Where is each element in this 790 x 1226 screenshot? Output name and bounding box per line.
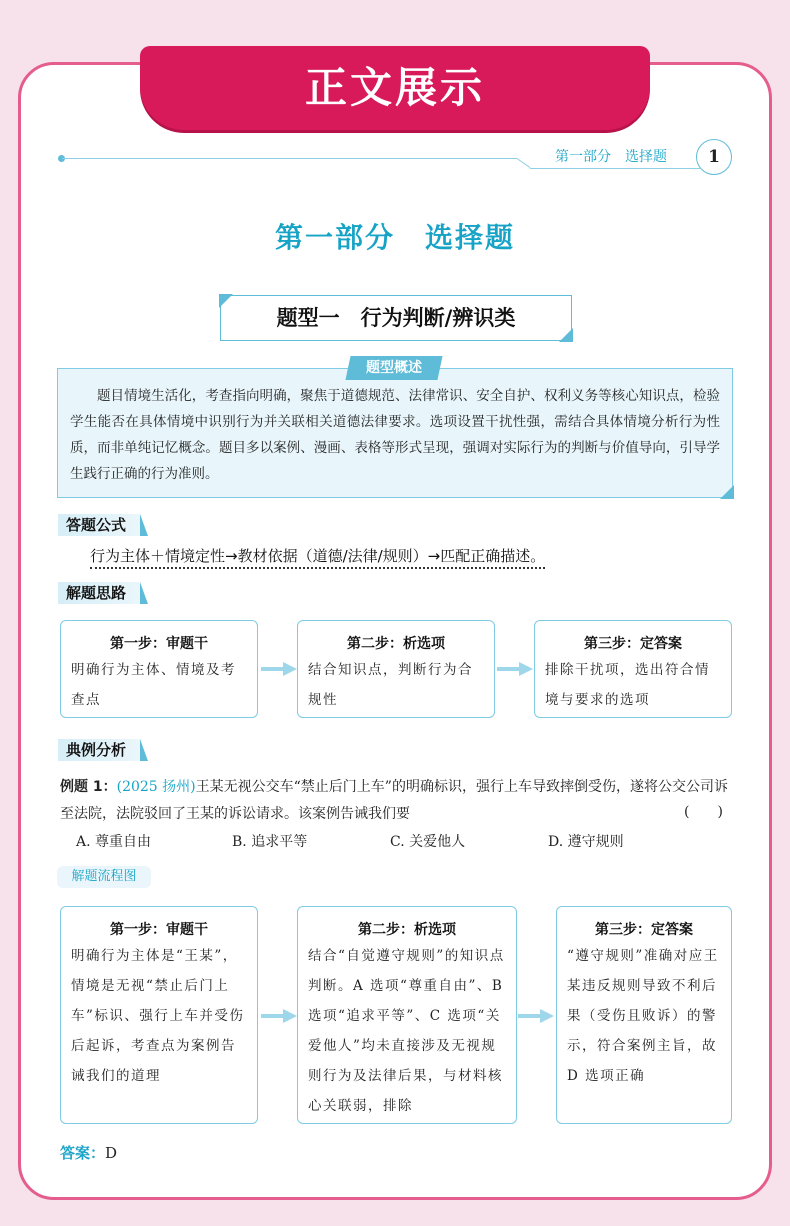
arrow-right-icon [261,662,297,676]
header-line-right [530,168,700,169]
step-title: 第二步：析选项 [347,636,445,652]
step-title: 第三步：定答案 [584,636,682,652]
answer [60,1142,117,1163]
answer-label: 答案： [60,1144,106,1162]
flow-step-2 [297,906,517,1124]
formula-label: 答题公式 [58,514,140,536]
option-d: D. 遵守规则 [548,834,624,850]
option-a: A. 尊重自由 [76,834,152,850]
running-header: 第一部分 选择题 [555,149,667,165]
answer-bracket: ( ) [684,804,723,820]
example-stem: 王某无视公交车“禁止后门上车”的明确标识，强行上车导致摔倒受伤，遂将公交公司诉至法院，法院驳回了王某的诉讼请求。该案例告诫我们要 [60,779,728,822]
approach-step-3 [534,620,732,718]
header-line [62,158,517,159]
flow-label: 解题流程图 [57,866,151,888]
option-b: B. 追求平等 [232,834,308,850]
step-body: 排除干扰项，选出符合情境与要求的选项 [545,662,710,708]
example-label: 典例分析 [58,739,140,761]
arrow-right-icon [518,1009,554,1023]
step-body: 结合“自觉遵守规则”的知识点判断。A 选项“尊重自由”、B 选项“追求平等”、C 选项“关爱他人”均未直接涉及无视规则行为及法律后果，与材料核心关联弱，排除 [308,948,505,1114]
example-source: (2025 扬州) [116,779,196,795]
step-body: 明确行为主体、情境及考查点 [71,662,236,708]
flow-step-1 [60,906,258,1124]
banner-title: 正文展示 [304,63,485,112]
approach-step-2 [297,620,495,718]
step-title: 第二步：析选项 [358,922,456,938]
step-title: 第三步：定答案 [595,922,693,938]
approach-label: 解题思路 [58,582,140,604]
overview-box [57,368,733,498]
page-number: 1 [696,139,732,175]
arrow-right-icon [497,662,533,676]
question-type-title: 题型一 行为判断/辨识类 [220,295,572,341]
example-question [60,774,736,828]
overview-text: 题目情境生活化，考查指向明确，聚焦于道德规范、法律常识、安全自护、权利义务等核心知识点，检验学生能否在具体情境中识别行为并关联相关道德法律要求。选项设置干扰性强，需结合具体情境分析行为性质，而非单纯记忆概念。题目多以案例、漫画、表格等形式呈现，强调对实际行为的判断与价值导向，引导学生践行正确的行为准则。 [70,388,720,482]
overview-label: 题型概述 [345,356,442,380]
part-title: 第一部分 选择题 [274,221,515,254]
arrow-right-icon [261,1009,297,1023]
step-body: 明确行为主体是“王某”，情境是无视“禁止后门上车”标识、强行上车并受伤后起诉，考查点为案例告诫我们的道理 [71,948,245,1084]
answer-value: D [105,1144,118,1162]
example-number: 例题 1： [60,779,117,795]
flow-step-3 [556,906,732,1124]
step-title: 第一步：审题干 [110,922,208,938]
formula-text: 行为主体＋情境定性→教材依据（道德/法律/规则）→匹配正确描述。 [90,545,545,566]
step-body: “遵守规则”准确对应王某违反规则导致不利后果（受伤且败诉）的警示，符合案例主旨，故 D 选项正确 [567,948,719,1084]
approach-step-1 [60,620,258,718]
step-title: 第一步：审题干 [110,636,208,652]
option-c: C. 关爱他人 [390,834,466,850]
step-body: 结合知识点，判断行为合规性 [308,662,473,708]
